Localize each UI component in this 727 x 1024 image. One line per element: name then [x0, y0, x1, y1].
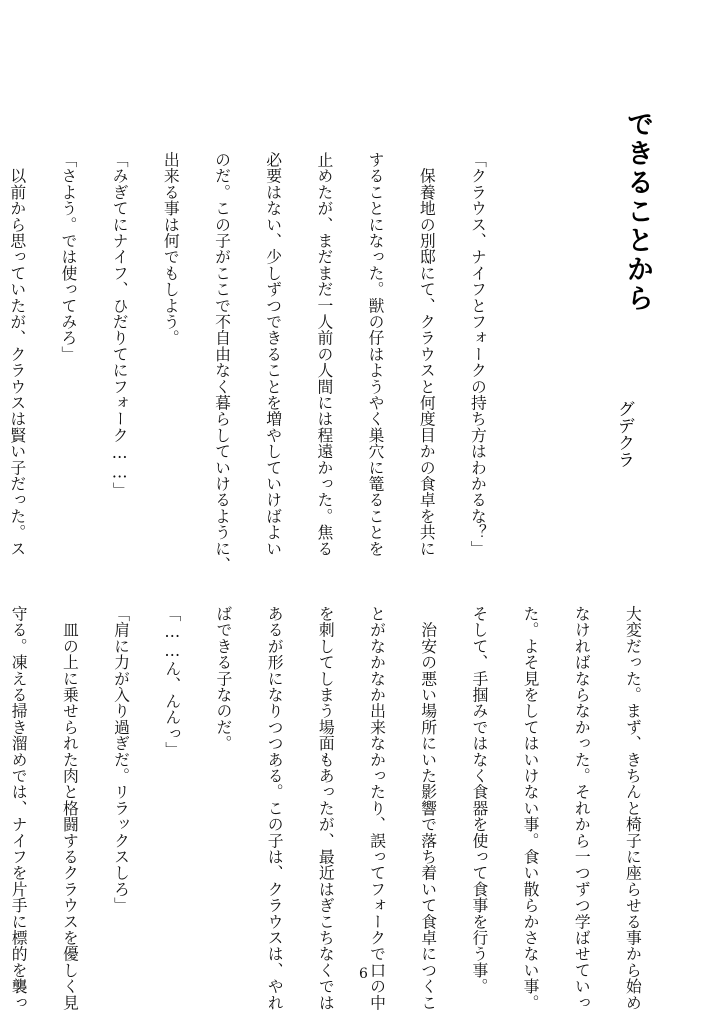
body-text-lower [0, 528, 671, 1011]
text-line: のだ。この子がここで不自由なく暮らしていけるように、 [212, 151, 232, 573]
text-line: 治安の悪い場所にいた影響で落ち着いて食卓につくこ [418, 605, 438, 1011]
text-line: そして、手掴みではなく食器を使って食事を行う事。 [469, 605, 489, 995]
story-title: できることから [622, 110, 653, 313]
text-line: なければならなかった。それから一つずつ学ばせていっ [572, 605, 592, 1011]
text-line: 止めたが、まだまだ一人前の人間には程遠かった。焦る [314, 151, 334, 557]
text-line: 「さよう。では使ってみろ」 [58, 151, 78, 363]
text-line: 守る。凍える掃き溜めでは、ナイフを片手に標的を襲っ [9, 605, 29, 1011]
text-line: 「みぎてにナイフ、ひだりてにフォーク……」 [110, 151, 130, 499]
text-line: 必要はない、少しずつできることを増やしていけばよい [263, 151, 283, 557]
text-line: 大変だった。まず、きちんと椅子に座らせる事から始め [623, 605, 643, 1011]
page-number: 6 [359, 966, 368, 982]
text-line: 「……ん、んんっ」 [162, 605, 182, 758]
text-line: することになった。獣の仔はようやく巣穴に篭ることを [366, 151, 386, 557]
text-line: 保養地の別邸にて、クラウスと何度目かの食卓を共に [417, 151, 437, 557]
text-line: ばできる子なのだ。 [213, 605, 233, 752]
text-line: あるが形になりつつある。この子は、クラウスは、やれ [265, 605, 285, 1011]
text-line: を刺してしまう場面もあったが、最近はぎこちなくでは [316, 605, 336, 1011]
body-text-upper [0, 74, 516, 573]
text-line: 出来る事は何でもしよう。 [161, 151, 181, 347]
author-name: グデクラ [614, 400, 634, 468]
text-line: 「クラウス、ナイフとフォークの持ち方はわかるな？」 [468, 151, 488, 557]
text-line: 「肩に力が入り過ぎだ。リラックスしろ」 [111, 605, 131, 914]
text-line: とがなかなか出来なかったり、誤ってフォークで口の中 [367, 605, 387, 1011]
text-line: た。よそ見をしてはいけない事。食い散らかさない事。 [521, 605, 541, 1011]
text-line: 以前から思っていたが、クラウスは賢い子だった。ス [7, 151, 27, 557]
text-line: 皿の上に乗せられた肉と格闘するクラウスを優しく見 [60, 605, 80, 1011]
